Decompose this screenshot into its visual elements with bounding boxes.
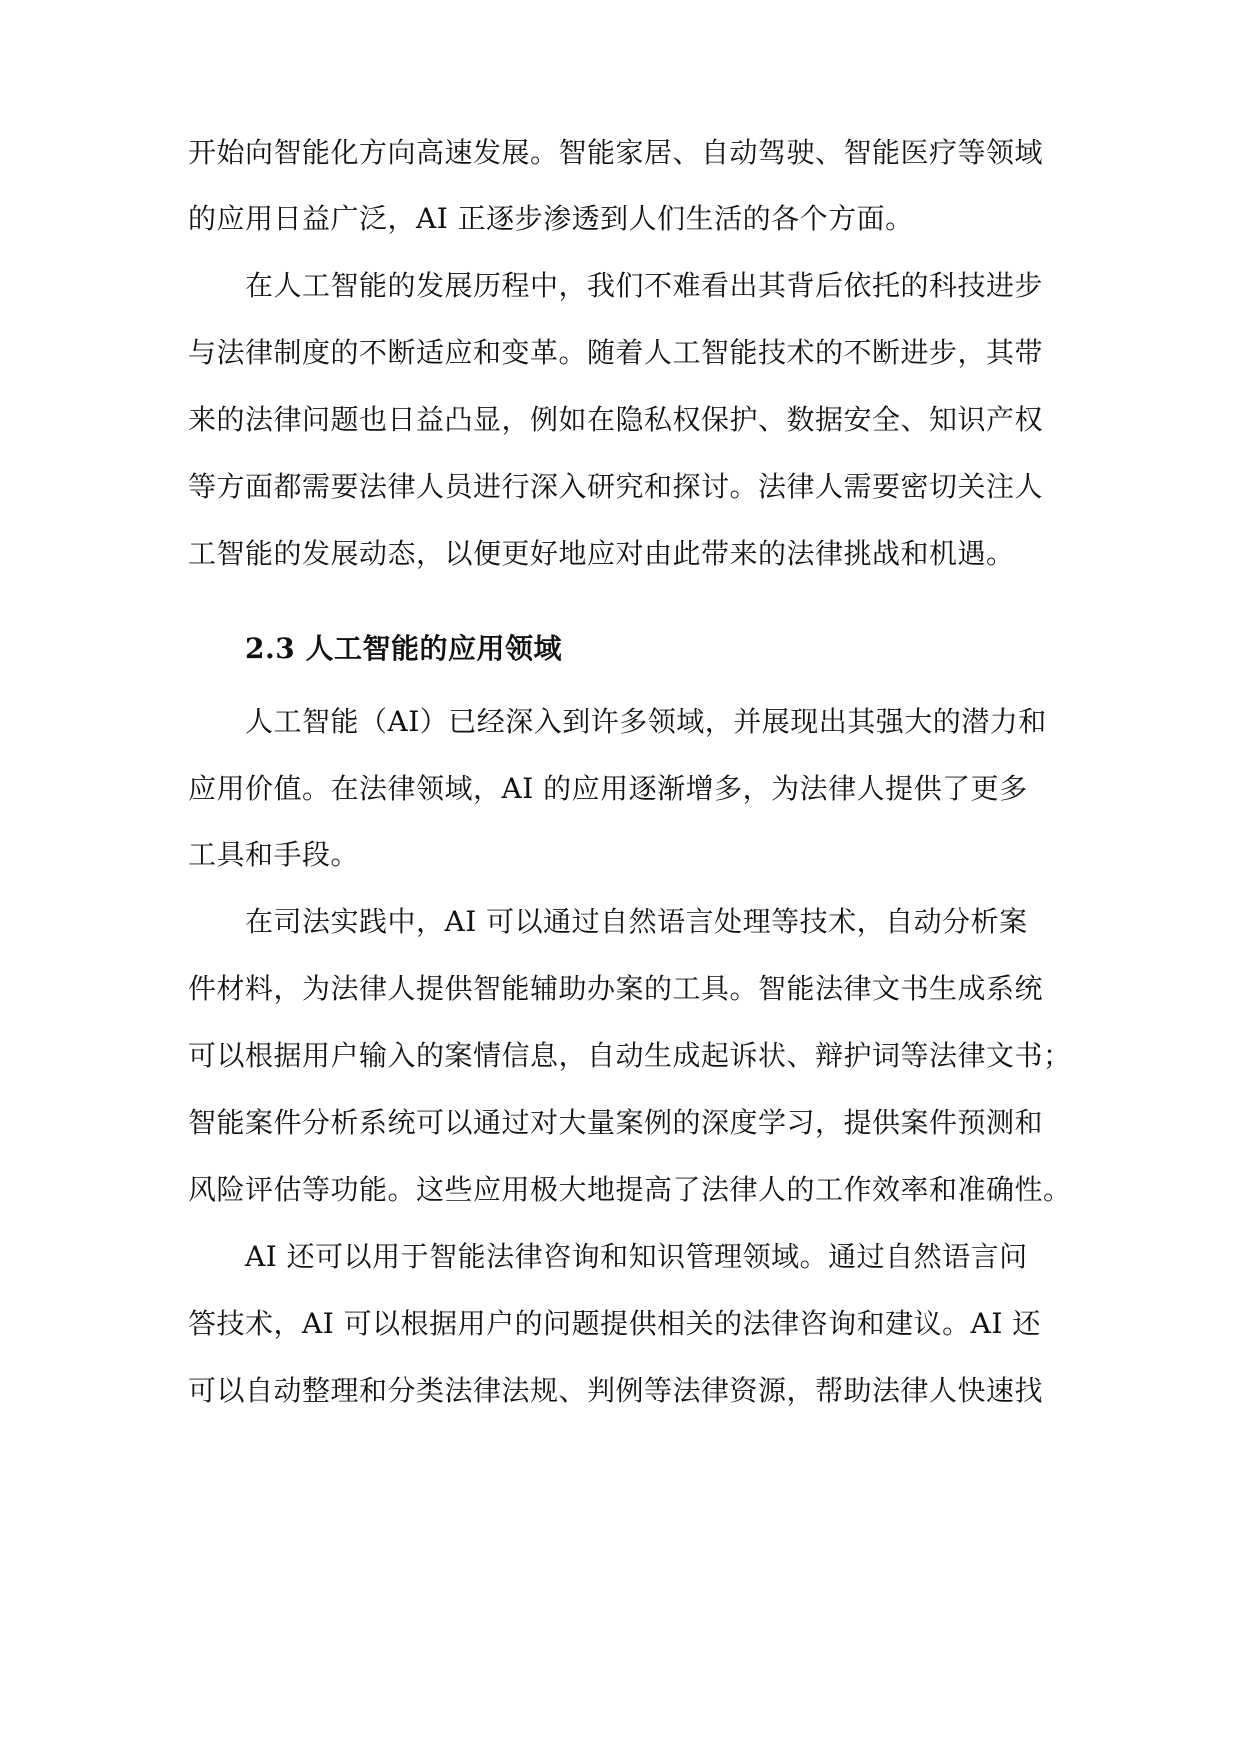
paragraph-line: 等方面都需要法律人员进行深入研究和探讨。法律人需要密切关注人 [188, 470, 1044, 503]
paragraph-line: 与法律制度的不断适应和变革。随着人工智能技术的不断进步，其带 [188, 336, 1044, 369]
paragraph-line: 来的法律问题也日益凸显，例如在隐私权保护、数据安全、知识产权 [188, 403, 1044, 436]
paragraph-line: 的应用日益广泛，AI 正逐步渗透到人们生活的各个方面。 [188, 202, 914, 235]
paragraph-line: 工具和手段。 [188, 838, 360, 871]
paragraph-line: 可以自动整理和分类法律法规、判例等法律资源，帮助法律人快速找 [188, 1374, 1044, 1407]
paragraph-line: 工智能的发展动态，以便更好地应对由此带来的法律挑战和机遇。 [188, 537, 1015, 570]
paragraph-line: 在人工智能的发展历程中，我们不难看出其背后依托的科技进步 [245, 269, 1044, 302]
paragraph-line: 人工智能（AI）已经深入到许多领域，并展现出其强大的潜力和 [245, 705, 1047, 738]
paragraph-line: 答技术，AI 可以根据用户的问题提供相关的法律咨询和建议。AI 还 [188, 1307, 1041, 1340]
paragraph-line: 开始向智能化方向高速发展。智能家居、自动驾驶、智能医疗等领域 [188, 136, 1044, 169]
paragraph-line: 应用价值。在法律领域，AI 的应用逐渐增多，为法律人提供了更多 [188, 772, 1028, 805]
paragraph-line: 风险评估等功能。这些应用极大地提高了法律人的工作效率和准确性。 [188, 1173, 1072, 1206]
paragraph-line: 在司法实践中，AI 可以通过自然语言处理等技术，自动分析案 [245, 905, 1028, 938]
paragraph-line: 件材料，为法律人提供智能辅助办案的工具。智能法律文书生成系统 [188, 972, 1044, 1005]
paragraph-line: 智能案件分析系统可以通过对大量案例的深度学习，提供案件预测和 [188, 1106, 1044, 1139]
section-heading: 2.3 人工智能的应用领域 [245, 632, 562, 665]
paragraph-line: AI 还可以用于智能法律咨询和知识管理领域。通过自然语言问 [245, 1240, 1028, 1273]
paragraph-line: 可以根据用户输入的案情信息，自动生成起诉状、辩护词等法律文书； [188, 1039, 1072, 1072]
